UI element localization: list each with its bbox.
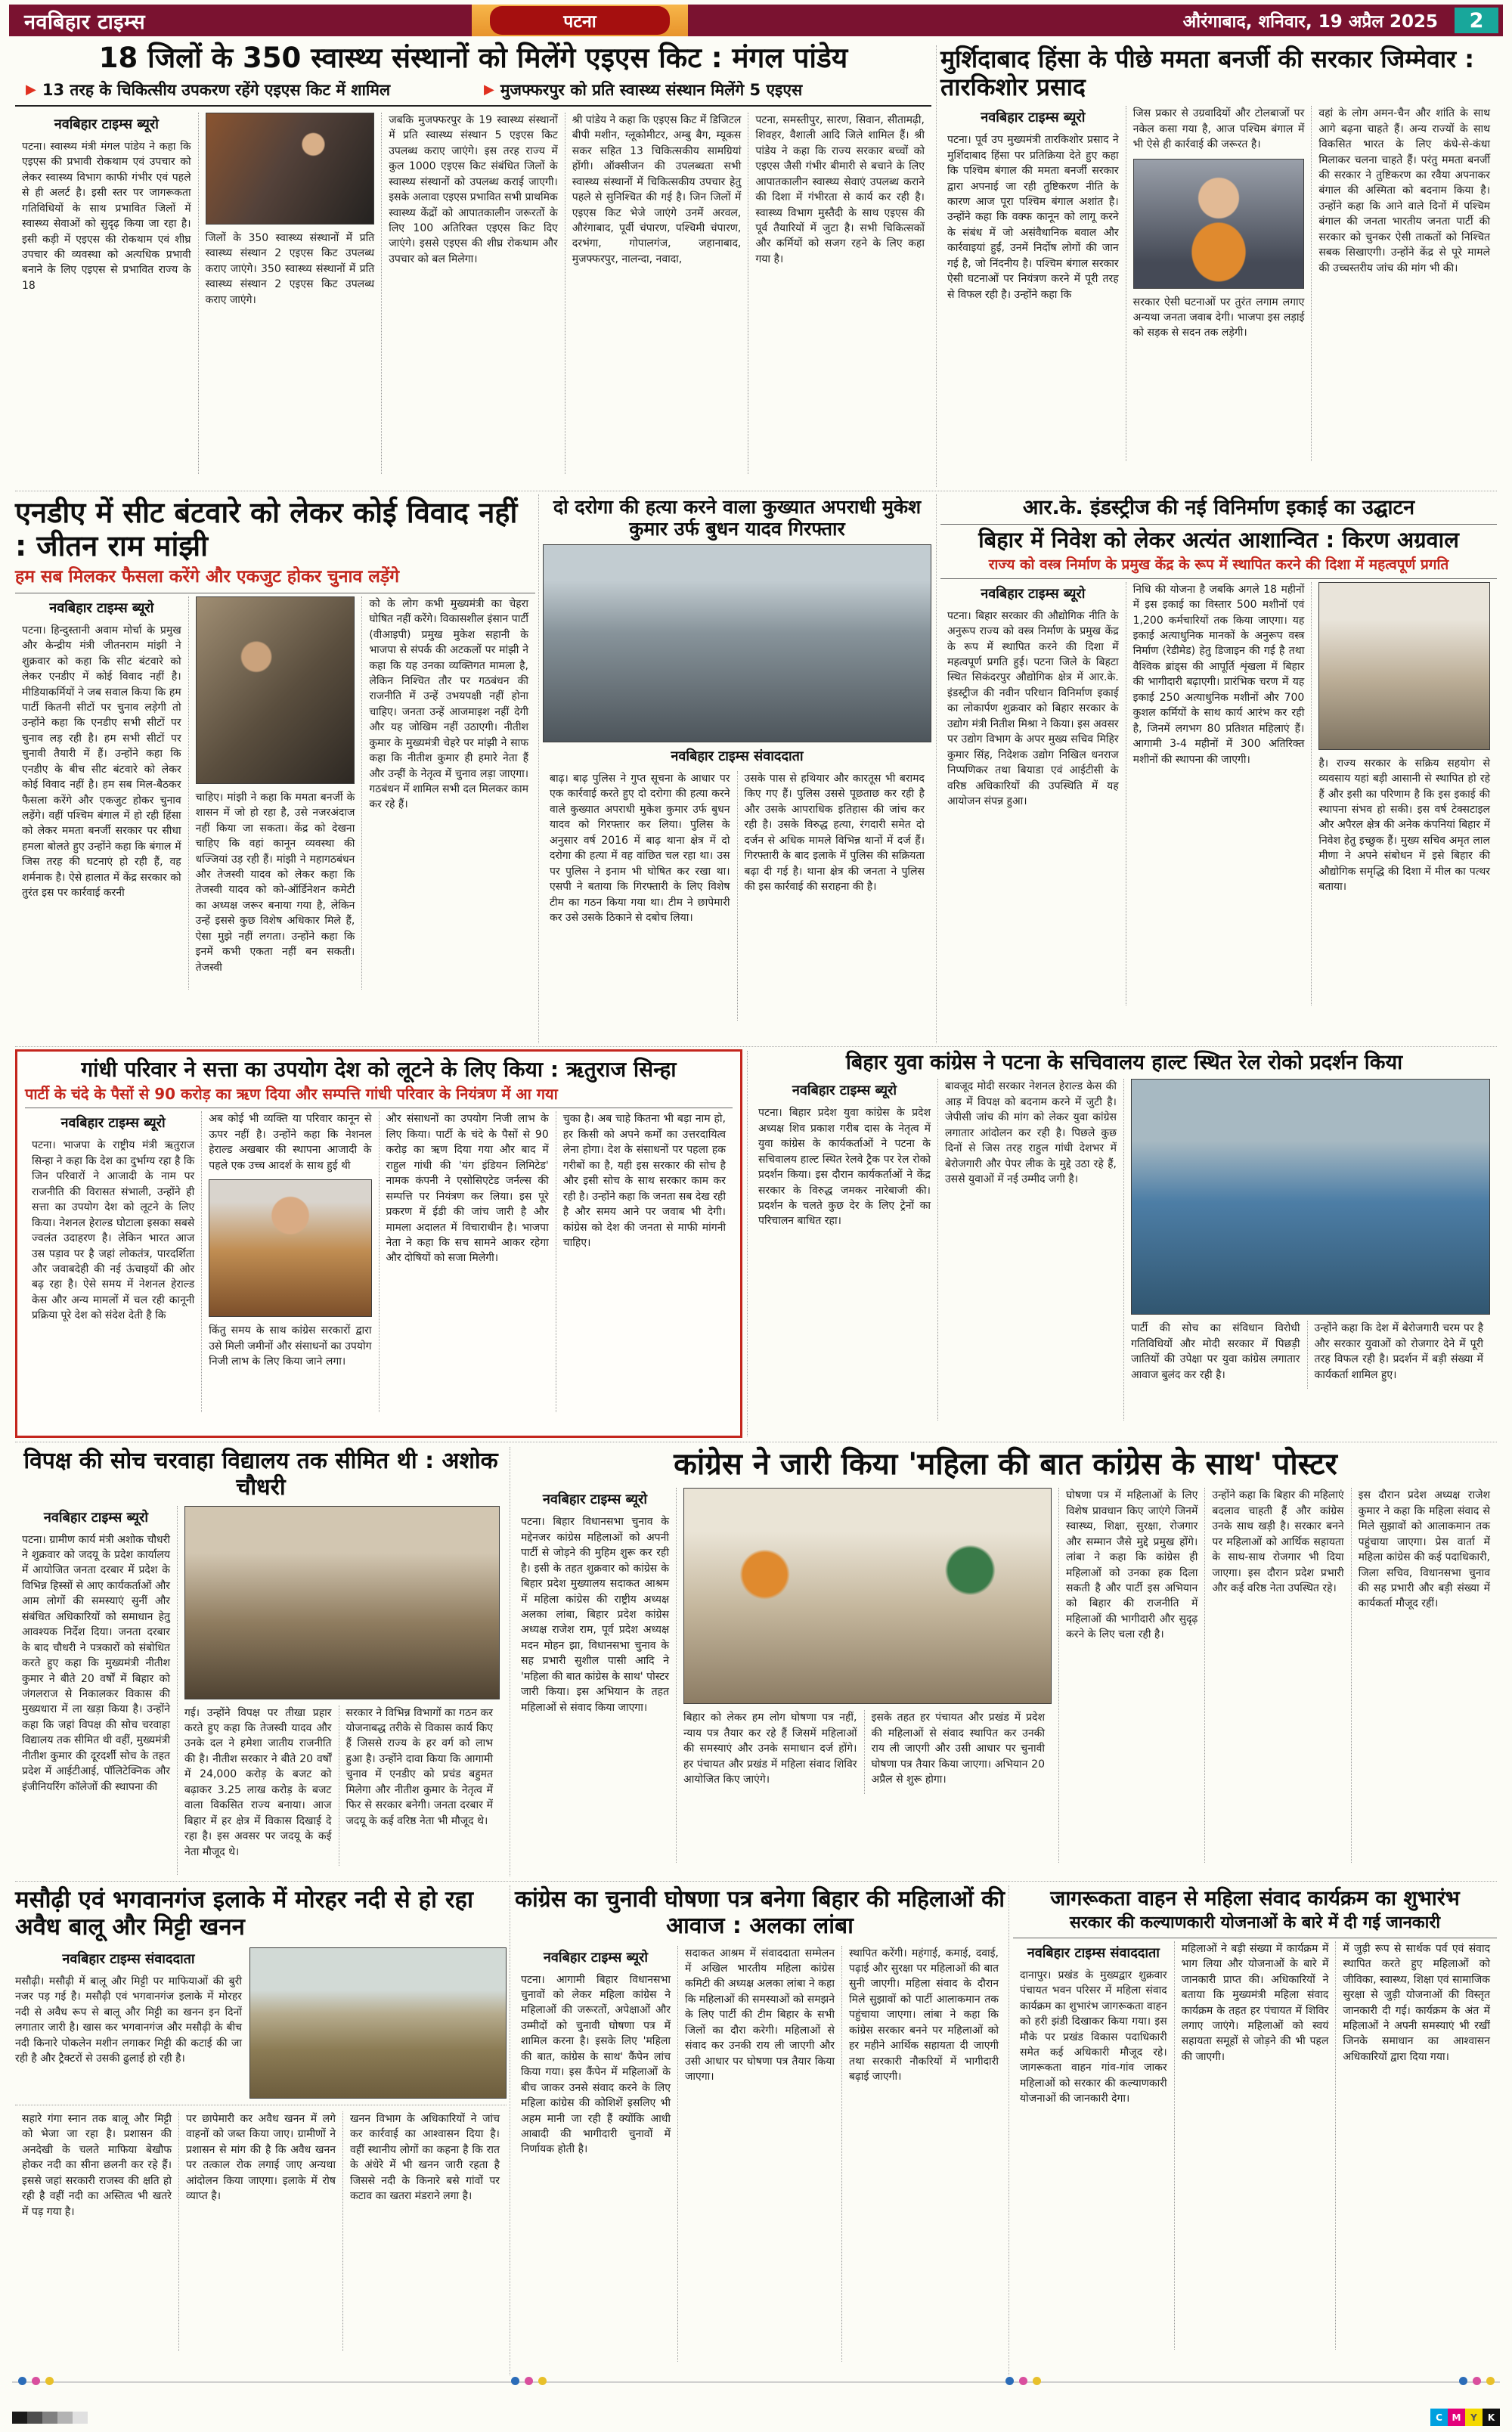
headline: दो दरोगा की हत्या करने वाला कुख्यात अपराधी मुकेश कुमार उर्फ बुधन यादव गिरफ्तार [553,496,922,540]
registration-dots [1459,2377,1495,2385]
article-columns [15,1506,507,1875]
photo-jitan-ram-manjhi [196,596,355,784]
byline: नवबिहार टाइम्स ब्यूरो [542,1492,648,1508]
byline: नवबिहार टाइम्स संवाददाता [62,1950,195,1967]
column [178,2111,342,2351]
subhead: राज्य को वस्त्र निर्माण के प्रमुख केंद्र के रूप में स्थापित करने की दिशा में महत्वपूर्ण प्रगति [988,556,1449,573]
body-text: सदाकत आश्रम में संवाददाता सम्मेलन में अखिल भारतीय महिला कांग्रेस कमिटी की अध्यक्ष अलका लांबा ने कहा कि महिलाओं की समस्याओं को समझने के लिए पार्टी की टीम बिहार के सभी जिलों का दौरा करेगी। महिलाओं से संवाद कर उनकी राय ली जाएगी और उसी आधार पर घोषणा पत्र तैयार किया जाएगा। [685,1947,835,2083]
column-photo-wrap [249,1947,507,2099]
column [565,113,748,474]
body-text: वहां के लोग अमन-चैन और शांति के साथ आगे बढ़ना चाहते हैं। अन्य राज्यों के साथ विकसित भारत के लिए कंधे-से-कंधा मिलाकर चलना चाहते हैं। परंतु ममता बनर्जी की सरकार ने तुष्टिकरण का रवैया अपनाकर बंगाल की अस्मिता को बदनाम किया है। उन्होंने कहा कि आने वाले दिनों में पश्चिम बंगाल की जनता भारतीय जनता पार्टी की सरकार को चुनकर ऐसी ताकतों को निश्चित सबक सिखाएगी। उन्होंने केंद्र से पूरे मामले की उच्चस्तरीय जांच की मांग भी की। [1318,107,1491,274]
lead-row [15,1947,507,2099]
column [15,1506,177,1875]
photo-tarkishore-prasad [1133,159,1305,289]
headline: 18 जिलों के 350 स्वास्थ्य संस्थानों को मिलेंगे एइएस किट : मंगल पांडेय [98,42,848,74]
column [737,771,932,1021]
column [1126,106,1312,461]
column [543,771,737,1021]
headline: मुर्शिदाबाद हिंसा के पीछे ममता बनर्जी की सरकार जिम्मेवार : तारकिशोर प्रसाद [940,45,1475,102]
column [15,596,188,990]
registration-dots [511,2377,547,2385]
column [342,2111,507,2351]
article-mahila-poster [514,1447,1497,1878]
body-text: इसके तहत हर पंचायत और प्रखंड में प्रदेश की महिलाओं से संवाद स्थापित कर उनकी राय ली जाएगी और उसी आधार पर चुनावी घोषणा पत्र तैयार किया जाएगा। अभियान 20 अप्रैल से शुरू होगा। [871,1712,1045,1786]
cmyk-magenta: M [1448,2409,1465,2426]
headline: कांग्रेस का चुनावी घोषणा पत्र बनेगा बिहार की महिलाओं की आवाज : अलका लांबा [515,1886,1005,1939]
sub-columns [1131,1321,1490,1389]
photo-river-mining [249,1947,507,2099]
body-text: जिस प्रकार से उग्रवादियों और टोलबाजों पर नकेल कसा गया है, आज पश्चिम बंगाल में भी ऐसे ही कार्रवाई की जरूरत है। [1132,107,1305,151]
photo-factory-inauguration [1318,582,1490,750]
body-text: घोषणा पत्र में महिलाओं के लिए विशेष प्रावधान किए जाएंगे जिनमें स्वास्थ्य, शिक्षा, सुरक्षा, रोजगार और सम्मान जैसे मुद्दे प्रमुख होंगे। लांबा ने कहा कि कांग्रेस ही महिलाओं को उनका हक दिला सकती है और पार्टी इस अभियान को बिहार की राजनीति में महिलाओं की भागीदारी और सुदृढ़ करने के लिए चला रही है। [1066,1489,1198,1641]
dot-yellow [1033,2377,1041,2385]
article-columns [940,582,1497,1005]
column [184,1705,339,1866]
dot-pink [1019,2377,1027,2385]
column-photo-wrap [1123,1079,1497,1420]
byline: नवबिहार टाइम्स ब्यूरो [54,116,159,132]
divider [538,494,539,1043]
body-text: अब कोई भी व्यक्ति या परिवार कानून से ऊपर नहीं है। उन्होंने कहा कि नेशनल हेराल्ड अखबार की स्थापना आजादी के पहले एक उच्च आदर्श के साथ हुई थी [209,1113,372,1172]
bullet-arrow-icon: ▶ [26,82,36,98]
dot-yellow [538,2377,547,2385]
column [683,1710,864,1793]
column [25,1111,201,1412]
body-text: पटना। बिहार सरकार की औद्योगिक नीति के अनुरूप राज्य को वस्त्र निर्माण के प्रमुख केंद्र के रूप में स्थापित करने की दिशा में महत्वपूर्ण प्रगति हुई। पटना जिले के बिहटा स्थित सिकंदरपुर औद्योगिक क्षेत्र में आर.के. इंडस्ट्रीज की नवीन परिधान विनिर्माण इकाई का लोकार्पण शुक्रवार को बिहार सरकार के उद्योग मंत्री नितीश मिश्रा ने किया। इस अवसर पर उद्योग विभाग के अपर मुख्य सचिव मिहिर कुमार सिंह, निदेशक उद्योग निखिल धनराज निप्पणिकर तथा बियाडा एवं आईटीसी के वरिष्ठ अधिकारियों की उपस्थिति में यह आयोजन संपन्न हुआ। [947,609,1119,807]
body-text: उन्होंने कहा कि बिहार की महिलाएं बदलाव चाहती हैं और कांग्रेस उनके साथ खड़ी है। सरकार बनने पर महिलाओं को आर्थिक सहायता के साथ-साथ रोजगार भी दिया जाएगा। इस दौरान प्रदेश प्रभारी और कई वरिष्ठ नेता उपस्थित रहे। [1212,1489,1344,1595]
column-photo-wrap [177,1506,507,1875]
column [201,1111,378,1412]
article-columns [751,1079,1497,1420]
registration-dots [18,2377,54,2385]
column [15,1947,242,2099]
byline: नवबिहार टाइम्स ब्यूरो [43,1509,149,1526]
photo-police-arrest [543,544,931,742]
divider [936,45,937,487]
column [198,113,382,474]
rule [940,524,1497,525]
body-text: चाहिए। मांझी ने कहा कि ममता बनर्जी के शासन में जो हो रहा है, उसे नजरअंदाज नहीं किया जा सकता। केंद्र को देखना चाहिए कि वहां कानून व्यवस्था की धज्जियां उड़ रही हैं। मांझी ने महागठबंधन और तेजस्वी यादव को लेकर कहा कि तेजस्वी यादव को को-ऑर्डिनेशन कमेटी का अध्यक्ष जरूर बनाया गया है, लेकिन उन्हें इससे कुछ विशेष अधिकार मिले हैं, ऐसा मुझे नहीं लगता। उन्होंने कहा कि इनमें कभी एकता नहीं बन सकती। तेजस्वी [195,791,355,974]
article-manjhi-nda [15,494,535,1043]
registration-dots [1005,2377,1041,2385]
body-text: पार्टी की सोच का संविधान विरोधी गतिविधियों और मोदी सरकार में पिछड़ी जातियों की उपेक्षा पर युवा कांग्रेस लगातार आवाज बुलंद कर रही है। [1131,1322,1300,1381]
column [940,106,1126,461]
masthead-center-band [472,5,688,36]
column [361,596,535,990]
column [748,113,931,474]
column [1174,1941,1336,2350]
subhead: सरकार की कल्याणकारी योजनाओं के बारे में दी गई जानकारी [1069,1913,1441,1933]
divider [936,494,937,1043]
column [514,1946,677,2362]
body-text: जबकि मुजफ्फरपुर के 19 स्वास्थ्य संस्थानों में प्रति स्वास्थ्य संस्थान 5 एइएस किट उपलब्ध कराए जाएंगे। इस तरह राज्य में कुल 1000 एइएस किट संबंधित जिलों के स्वास्थ्य संस्थानों को उपलब्ध कराई जाएगी। इसके अलावा एइएस प्रभावित सभी प्राथमिक स्वास्थ्य केंद्रों को आपातकालीन जरूरतों के लिए 100 अतिरिक्त एइएस किट दिए जाएंगे। इससे एइएस की शीघ्र रोकथाम और उपचार को बल मिलेगा। [389,113,558,265]
column [1126,582,1312,1005]
column [937,1079,1123,1420]
body-text: और संसाधनों का उपयोग निजी लाभ के लिए किया। पार्टी के चंदे के पैसों से 90 करोड़ का ऋण दिया गया और बाद में राहुल गांधी की 'यंग इंडियन लिमिटेड' नामक कंपनी ने एसोसिएटेड जर्नल्स की सम्पत्ति पर नियंत्रण कर लिया। इस पूरे प्रकरण में ईडी की जांच जारी है और मामला अदालत में विचाराधीन है। भाजपा नेता ने कहा कि सच सामने आकर रहेगा और दोषियों को सजा मिलेगी। [386,1113,549,1265]
photo-rail-roko-protest [1131,1079,1490,1315]
subhead: हम सब मिलकर फैसला करेंगे और एकजुट होकर चुनाव लड़ेंगे [15,567,400,587]
city-badge: पटना [490,6,670,35]
column [1311,106,1497,461]
bullet-item [473,79,931,101]
column [864,1710,1052,1793]
body-text: पटना। बिहार प्रदेश युवा कांग्रेस के प्रदेश अध्यक्ष शिव प्रकाश गरीब दास के नेतृत्व में युवा कांग्रेस के कार्यकर्ताओं ने पटना के सचिवालय हाल्ट स्थित रेलवे ट्रैक पर रेल रोको प्रदर्शन किया। इस दौरान कार्यकर्ताओं ने केंद्र सरकार के विरुद्ध जमकर नारेबाजी की। प्रदर्शन के चलते कुछ देर के लिए ट्रेनों का परिचालन बाधित रहा। [758,1107,931,1228]
body-text: सहारे गंगा स्नान तक बालू और मिट्टी को भेजा जा रहा है। प्रशासन की अनदेखी के चलते माफिया बेखौफ होकर नदी का सीना छलनी कर रहे हैं। इससे जहां सरकारी राजस्व की क्षति हो रही है वहीं नदी का अस्तित्व भी खतरे में पड़ गया है। [22,2112,172,2218]
byline: नवबिहार टाइम्स संवाददाता [1027,1944,1160,1961]
article-columns [940,106,1497,461]
dateline: औरंगाबाद, शनिवार, 19 अप्रैल 2025 [1182,12,1438,32]
byline: नवबिहार टाइम्स ब्यूरो [981,585,1086,602]
column-photo-wrap [676,1488,1058,1863]
article-gandhi-rituraj [15,1049,742,1438]
dot-yellow [1486,2377,1495,2385]
byline: नवबिहार टाइम्स ब्यूरो [543,1949,649,1966]
column [1013,1941,1174,2350]
body-text: पटना। पूर्व उप मुख्यमंत्री तारकिशोर प्रसाद ने मुर्शिदाबाद हिंसा पर प्रतिक्रिया देते हुए कहा कि पश्चिम बंगाल की ममता बनर्जी सरकार द्वारा अपनाई जा रही तुष्टिकरण नीति के कारण आज पूरा पश्चिम बंगाल अशांत है। उन्होंने कहा कि वक्फ कानून को लागू करने के संबंध में जो असंवैधानिक बवाल और कार्रवाइयां हुईं, उनमें निर्दोष लोगों की जान गई है, जो निंदनीय है। पश्चिम बंगाल सरकार ऐसी घटनाओं पर नियंत्रण करने में पूरी तरह से विफल रही है। उन्होंने कहा कि [947,134,1119,301]
body-text: पटना। ग्रामीण कार्य मंत्री अशोक चौधरी ने शुक्रवार को जदयू के प्रदेश कार्यालय में आयोजित जनता दरबार में प्रदेश के विभिन्न हिस्सों से आए कार्यकर्ताओं और आम लोगों की समस्याएं सुनीं और संबंधित अधिकारियों को समाधान हेतु आवश्यक निर्देश दिया। जनता दरबार के बाद चौधरी ने पत्रकारों को संबोधित करते हुए कहा कि मुख्यमंत्री नीतीश कुमार ने बीते 20 वर्षों में बिहार को जंगलराज से निकालकर विकास की मुख्यधारा में ला खड़ा किया है। उन्होंने कहा कि जहां विपक्ष की सोच चरवाहा विद्यालय तक सीमित थी वहीं, मुख्यमंत्री नीतीश कुमार की दूरदर्शी सोच के तहत प्रदेश में आईटीआई, पॉलिटेक्निक और इंजीनियरिंग कॉलेजों की स्थापना की [22,1533,170,1793]
body-text: उसके पास से हथियार और कारतूस भी बरामद किए गए हैं। पुलिस उससे पूछताछ कर रही है और उसके आपराधिक इतिहास की जांच कर रही है। उसके विरुद्ध हत्या, रंगदारी समेत दो दर्जन से अधिक मामले विभिन्न थानों में दर्ज हैं। गिरफ्तारी के बाद इलाके में पुलिस की सक्रियता बढ़ा दी गई है। थाना क्षेत्र की जनता ने पुलिस की इस कार्रवाई की सराहना की है। [744,773,925,894]
article-alka-manifesto [514,1885,1005,2375]
page-number: 2 [1455,8,1498,33]
divider [15,1881,1497,1882]
column [940,582,1126,1005]
column [1335,1941,1497,2350]
bullet-item [15,79,473,101]
headline: गांधी परिवार ने सत्ता का उपयोग देश को लूटने के लिए किया : ऋतुराज सिन्हा [81,1057,677,1082]
article-columns [15,113,931,474]
body-text: में जुड़ी रूप से सार्थक पर्व एवं संवाद स्थापित करते हुए महिलाओं को जीविका, स्वास्थ्य, शिक्षा एवं सामाजिक सुरक्षा से जुड़ी योजनाओं की विस्तृत जानकारी दी गई। कार्यक्रम के अंत में महिलाओं ने अपनी समस्याएं भी रखीं जिनके समाधान का आश्वासन अधिकारियों द्वारा दिया गया। [1343,1942,1491,2063]
photo-mangal-pandey [206,113,375,225]
column [1204,1488,1350,1863]
headline-rk-industries: आर.के. इंडस्ट्रीज की नई विनिर्माण इकाई का उद्घाटन [1022,496,1415,519]
column [514,1488,676,1863]
sub-columns [184,1705,500,1866]
body-text: किंतु समय के साथ कांग्रेस सरकारों द्वारा उसे मिली जमीनों और संसाधनों का उपयोग निजी लाभ के लिए किया जाने लगा। [209,1324,372,1368]
cmyk-color-bar [1430,2409,1500,2426]
bullet-text: मुजफ्फरपुर को प्रति स्वास्थ्य संस्थान मिलेंगे 5 एइएस [500,80,803,99]
byline: नवबिहार टाइम्स ब्यूरो [49,599,154,616]
body-text: गई। उन्होंने विपक्ष पर तीखा प्रहार करते हुए कहा कि तेजस्वी यादव और उनके दल ने हमेशा जातीय राजनीति की है। नीतीश सरकार ने बीते 20 वर्षों में 24,000 करोड़ के बजट को बढ़ाकर 3.25 लाख करोड़ के बजट वाला विकसित राज्य बनाया। आज बिहार में हर क्षेत्र में विकास दिखाई दे रहा है। इस अवसर पर जदयू के कई नेता मौजूद थे। [184,1706,332,1858]
bullet-text: 13 तरह के चिकित्सीय उपकरण रहेंगे एइएस किट में शामिल [42,80,391,99]
article-ashok-choudhary [15,1447,507,1878]
article-columns [25,1111,733,1412]
divider [747,1051,748,1436]
body-text: मसौढ़ी। मसौढ़ी में बालू और मिट्टी पर माफियाओं की बुरी नजर पड़ गई है। मसौढ़ी एवं भगवानगंज इलाके में मोरहर नदी से अवैध रूप से बालू और मिट्टी का खनन इन दिनों लगातार जारी है। खास कर भगवानगंज और मसौढ़ी के बीच नदी किनारे पोकलेन मशीन लगाकर मिट्टी की कटाई की जा रही है और ट्रैक्टरों से उसकी ढुलाई हो रही है। [15,1975,242,2065]
dot-blue [1005,2377,1014,2385]
article-aes-kits [15,42,931,488]
headline: बिहार युवा कांग्रेस ने पटना के सचिवालय हाल्ट स्थित रेल रोको प्रदर्शन किया [845,1051,1403,1074]
dot-yellow [45,2377,54,2385]
article-columns [543,771,931,1021]
dot-pink [1473,2377,1481,2385]
photo-poster-launch [683,1488,1052,1704]
column [1311,582,1497,1005]
body-text: पटना। भाजपा के राष्ट्रीय मंत्री ऋतुराज सिन्हा ने कहा कि देश का दुर्भाग्य रहा है कि जिन परिवारों ने आजादी के नाम पर राजनीति की विरासत संभाली, उन्होंने ही सत्ता का उपयोग देश को लूटने के लिए किया। नेशनल हेराल्ड घोटाला इसका सबसे ज्वलंत उदाहरण है। लेकिन भारत आज उस पड़ाव पर है जहां लोकतंत्र, पारदर्शिता और जवाबदेही की नई ऊंचाइयों की ओर बढ़ रहा है। ऐसे समय में नेशनल हेराल्ड केस और अन्य मामलों में चल रही कानूनी प्रक्रिया पूरे देश को संदेश देती है कि [32,1139,195,1322]
headline: मसौढ़ी एवं भगवानगंज इलाके में मोरहर नदी से हो रहा अवैध बालू और मिट्टी खनन [15,1886,473,1941]
dot-blue [18,2377,26,2385]
article-murshidabad [940,42,1497,488]
paper-name: नवबिहार टाइम्स [24,10,146,34]
cmyk-cyan: C [1430,2409,1448,2426]
byline: नवबिहार टाइम्स संवाददाता [671,748,804,764]
byline: नवबिहार टाइम्स ब्यूरो [60,1115,166,1132]
column [841,1946,1005,2362]
article-budhan-arrest [543,494,931,1043]
headline: बिहार में निवेश को लेकर अत्यंत आशान्वित : किरण अग्रवाल [978,527,1459,553]
body-text: पटना। स्वास्थ्य मंत्री मंगल पांडेय ने कहा कि एइएस की प्रभावी रोकथाम एवं उपचार को लेकर स्वास्थ्य विभाग काफी गंभीर एवं पहले से ही अलर्ट है। इसी स्तर पर जागरूकता गतिविधियों के साथ प्रभावित जिलों में स्वास्थ्य सेवाओं को सुदृढ़ किया जा रहा है। इसी कड़ी में एइएस की रोकथाम एवं शीघ्र उपचार की व्यवस्था को अत्यधिक प्रभावी बनाने के लिए एइएस से प्रभावित राज्य के 18 [22,140,191,292]
headline: एनडीए में सीट बंटवारे को लेकर कोई विवाद नहीं : जीतन राम मांझी [15,496,518,563]
byline: नवबिहार टाइम्स ब्यूरो [981,110,1086,126]
body-text: सरकार ने विभिन्न विभागों का गठन कर योजनाबद्ध तरीके से विकास कार्य किए हैं जिससे राज्य के हर वर्ग को लाभ हुआ है। उन्होंने दावा किया कि आगामी चुनाव में एनडीए को प्रचंड बहुमत मिलेगा और नीतीश कुमार के नेतृत्व में फिर से सरकार बनेगी। जनता दरबार में जदयू के कई वरिष्ठ नेता भी मौजूद थे। [345,1706,493,1827]
body-text: सरकार ऐसी घटनाओं पर तुरंत लगाम लगाए अन्यथा जनता जवाब देगी। भाजपा इस लड़ाई को सड़क से सदन तक लड़ेगी। [1132,296,1305,339]
dot-blue [511,2377,519,2385]
body-text: दानापुर। प्रखंड के मुख्यद्वार शुक्रवार पंचायत भवन परिसर में महिला संवाद कार्यक्रम का शुभारंभ जागरूकता वाहन को हरी झंडी दिखाकर किया गया। इस मौके पर प्रखंड विकास पदाधिकारी समेत कई अधिकारी मौजूद रहे। जागरूकता वाहन गांव-गांव जाकर महिलाओं को सरकार की कल्याणकारी योजनाओं की जानकारी देगा। [1020,1969,1167,2105]
article-masaurhi-mining [15,1885,507,2375]
article-columns [15,2105,507,2351]
article-rail-roko [751,1049,1497,1438]
column [1307,1321,1491,1389]
column [1351,1488,1497,1863]
photo-rituraj-sinha [209,1179,371,1317]
body-text: श्री पांडेय ने कहा कि एइएस किट में डिजिटल बीपी मशीन, ग्लूकोमीटर, अम्बु बैग, म्यूकस सकर सहित 13 चिकित्सकीय सामग्रियां होंगी। ऑक्सीजन की उपलब्धता सभी स्वास्थ्य संस्थानों में चिकित्सकीय उपचार हेतु पहले से सुनिश्चित की गई है। जिन जिलों में एइएस किट भेजे जाएंगे उनमें अरवल, औरंगाबाद, पूर्वी चंपारण, पश्चिमी चंपारण, दरभंगा, गोपालगंज, जहानाबाद, मुजफ्फरपुर, नालन्दा, नवादा, [572,113,742,265]
body-text: बिहार को लेकर हम लोग घोषणा पत्र नहीं, न्याय पत्र तैयार कर रहे हैं जिसमें महिलाओं की समस्याएं और उनके समाधान दर्ज होंगे। हर पंचायत और प्रखंड में महिला संवाद शिविर आयोजित किए जाएंगे। [683,1712,857,1786]
column [556,1111,733,1412]
column [381,113,565,474]
body-text: पटना, समस्तीपुर, सारण, सिवान, सीतामढ़ी, शिवहर, वैशाली आदि जिले शामिल हैं। श्री पांडेय ने कहा कि राज्य सरकार बच्चों को एइएस जैसी गंभीर बीमारी से बचाने के लिए आपातकालीन स्वास्थ्य सेवाएं उपलब्ध कराने की दिशा में गंभीरता से कार्य कर रही है। स्वास्थ्य विभाग मुस्तैदी के साथ एइएस की पूर्व तैयारियों में जुटा है। सभी चिकित्सकों और कर्मियों को सजग रहने के लिए कहा गया है। [755,113,925,265]
column [751,1079,937,1420]
divider [15,1046,1497,1047]
body-text: बाढ़। बाढ़ पुलिस ने गुप्त सूचना के आधार पर एक कार्रवाई करते हुए दो दरोगा की हत्या करने वाले कुख्यात अपराधी मुकेश कुमार उर्फ बुधन यादव को गिरफ्तार कर लिया। पुलिस के अनुसार वर्ष 2016 में बाढ़ थाना क्षेत्र में दो दरोगा की हत्या में वह वांछित चल रहा था। उस पर पुलिस ने इनाम भी घोषित कर रखा था। एसपी ने बताया कि गिरफ्तारी के लिए विशेष टीम का गठन किया गया था। टीम ने छापेमारी कर उसे उसके ठिकाने से दबोच लिया। [550,773,730,924]
article-columns [514,1488,1497,1863]
column [188,596,362,990]
body-text: है। राज्य सरकार के सक्रिय सहयोग से व्यवसाय यहां बड़ी आसानी से स्थापित हो रहे हैं और इसी का परिणाम है कि इस इकाई की स्थापना संभव हो सकी। इस वर्ष टेक्सटाइल और अपैरल क्षेत्र की अनेक कंपनियां बिहार में निवेश हेतु इच्छुक हैं। मुख्य सचिव अमृत लाल मीणा ने अपने संबोधन में इसे बिहार की औद्योगिक समृद्धि की दिशा में मील का पत्थर बताया। [1318,757,1491,894]
body-text: बावजूद मोदी सरकार नेशनल हेराल्ड केस की आड़ में विपक्ष को बदनाम करने में जुटी है। जेपीसी जांच की मांग को लेकर युवा कांग्रेस लगातार आंदोलन कर रही है। पिछले कुछ दिनों से जिस तरह राहुल गांधी देशभर में बेरोजगारी और पेपर लीक के मुद्दे उठा रहे हैं, उससे युवाओं में नई उम्मीद जगी है। [945,1080,1117,1185]
article-columns [15,596,535,990]
body-text: चुका है। अब चाहे कितना भी बड़ा नाम हो, हर किसी को अपने कर्मों का उत्तरदायित्व लेना होगा। देश के संसाधनों पर पहला हक गरीबों का है, यही इस सरकार की सोच है और इसी सोच के साथ सरकार काम कर रही है। उन्होंने कहा कि जनता सब देख रही है और समय आने पर जवाब भी देगी। कांग्रेस को देश की जनता से माफी मांगनी चाहिए। [562,1113,726,1249]
masthead [9,5,1503,36]
body-text: खनन विभाग के अधिकारियों ने जांच कर कार्रवाई का आश्वासन दिया है। वहीं स्थानीय लोगों का कहना है कि रात के अंधेरे में भी खनन जारी रहता है जिससे नदी के किनारे बसे गांवों पर कटाव का खतरा मंडराने लगा है। [350,2112,500,2203]
body-text: इस दौरान प्रदेश अध्यक्ष राजेश कुमार ने कहा कि महिला संवाद से मिले सुझावों को आलाकमान तक पहुंचाया जाएगा। प्रेस वार्ता में महिला कांग्रेस की कई पदाधिकारी, जिला सचिव, विधानसभा चुनाव की सह प्रभारी और बड़ी संख्या में कार्यकर्ता मौजूद रहीं। [1358,1489,1490,1610]
headline: जागरूकता वाहन से महिला संवाद कार्यक्रम का शुभारंभ [1050,1887,1460,1910]
column [1131,1321,1307,1389]
column [379,1111,556,1412]
body-text: महिलाओं ने बड़ी संख्या में कार्यक्रम में भाग लिया और योजनाओं के बारे में जानकारी प्राप्त की। अधिकारियों ने बताया कि मुख्यमंत्री महिला संवाद कार्यक्रम के तहत हर पंचायत में शिविर लगाए जाएंगे। महिलाओं को स्वयं सहायता समूहों से जोड़ने की भी पहल की जाएगी। [1181,1942,1329,2063]
byline: नवबिहार टाइम्स ब्यूरो [792,1083,897,1099]
cmyk-yellow: Y [1465,2409,1483,2426]
rule [940,578,1497,579]
dot-pink [32,2377,40,2385]
article-jagrukta-vahan [1013,1885,1497,2375]
body-text: पटना। हिन्दुस्तानी अवाम मोर्चा के प्रमुख और केन्द्रीय मंत्री जीतनराम मांझी ने शुक्रवार को कहा कि सीट बंटवारे को लेकर एनडीए में कोई विवाद नहीं है। मीडियाकर्मियों ने जब सवाल किया कि हम पार्टी कितनी सीटों पर चुनाव लड़ेगी तो उन्होंने कहा कि एनडीए सभी सीटों पर चुनाव लड़ रही है। हम सभी सीटों पर चुनावी तैयारी में हैं। उन्होंने कहा कि एनडीए के बीच सीट बंटवारे को लेकर कोई विवाद नहीं है। हम सब मिल-बैठकर फैसला करेंगे और एकजुट होकर चुनाव लड़ेंगे। वहीं पश्चिम बंगाल में हो रही हिंसा को लेकर ममता बनर्जी सरकार पर सीधा हमला बोलते हुए उन्होंने कहा कि बंगाल में जिस तरह की घटनाएं हो रही हैं, वह शर्मनाक है। ऐसे हालात में केंद्र सरकार को तुरंत इस पर कार्रवाई करनी [22,624,181,900]
body-text: स्थापित करेंगी। महंगाई, कमाई, दवाई, पढ़ाई और सुरक्षा पर महिलाओं की बात सुनी जाएगी। महिला संवाद के दौरान मिले सुझावों को पार्टी आलाकमान तक पहुंचाया जाएगा। लांबा ने कहा कि कांग्रेस सरकार बनने पर महिलाओं को हर महीने आर्थिक सहायता दी जाएगी तथा सरकारी नौकरियों में भागीदारी बढ़ाई जाएगी। [849,1947,999,2083]
body-text: पटना। आगामी बिहार विधानसभा चुनावों को लेकर महिला कांग्रेस ने महिलाओं की जरूरतों, अपेक्षाओं और उम्मीदों को चुनावी घोषणा पत्र में शामिल करना है। इसके लिए 'महिला की बात, कांग्रेस के साथ' कैंपेन लांच किया गया। इस कैंपेन में महिलाओं के बीच जाकर उनसे संवाद करने के लिए महिला कांग्रेस की कोशिशें इसलिए भी अहम मानी जा रही हैं क्योंकि आधी आबादी की भागीदारी चुनावों में निर्णायक होती है। [521,1973,671,2156]
column [15,113,198,474]
dot-pink [525,2377,533,2385]
cmyk-black: K [1483,2409,1500,2426]
dot-blue [1459,2377,1467,2385]
article-columns [1013,1941,1497,2350]
subhead-bullets [15,79,931,107]
grayscale-strip [12,2412,88,2424]
subhead: पार्टी के चंदे के पैसों से 90 करोड़ का ऋण दिया और सम्पत्ति गांधी परिवार के नियंत्रण में आ गया [25,1085,558,1104]
footer-rule [12,2381,1500,2383]
body-text: को के लोग कभी मुख्यमंत्री का चेहरा घोषित नहीं करेंगे। विकासशील इंसान पार्टी (वीआइपी) प्रमुख मुकेश सहानी के भाजपा से संपर्क की अटकलों पर मांझी ने कहा कि यह उनका व्यक्तिगत मामला है, लेकिन निश्चित तौर पर गठबंधन की राजनीति में उन्हें उभयपक्षी नहीं होना चाहिए। जनता उन्हें आजमाइश नहीं देगी और यह जोखिम नहीं उठाएगी। नीतीश कुमार के मुख्यमंत्री चेहरे पर मांझी ने साफ कहा कि नीतीश कुमार ही हमारे नेता हैं और उन्हीं के नेतृत्व में चुनाव लड़ा जाएगा। गठबंधन में शामिल सभी दल मिलकर काम कर रहे हैं। [369,597,529,811]
body-text: पटना। बिहार विधानसभा चुनाव के मद्देनजर कांग्रेस महिलाओं को अपनी पार्टी से जोड़ने की मुहिम शुरू कर रही है। इसी के तहत शुक्रवार को कांग्रेस के बिहार प्रदेश मुख्यालय सदाकत आश्रम में महिला कांग्रेस की राष्ट्रीय अध्यक्ष अलका लांबा, बिहार प्रदेश कांग्रेस अध्यक्ष राजेश राम, पूर्व प्रदेश अध्यक्ष मदन मोहन झा, विधानसभा चुनाव के सह प्रभारी सुशील पासी आदि ने 'महिला की बात कांग्रेस के साथ' पोस्टर जारी किया। इस अभियान के तहत महिलाओं से संवाद किया जाएगा। [521,1516,669,1714]
headline: कांग्रेस ने जारी किया 'महिला की बात कांग्रेस के साथ' पोस्टर [674,1447,1337,1482]
body-text: पर छापेमारी कर अवैध खनन में लगे वाहनों को जब्त किया जाए। ग्रामीणों ने प्रशासन से मांग की है कि अवैध खनन पर तत्काल रोक लगाई जाए अन्यथा आंदोलन किया जाएगा। इलाके में रोष व्याप्त है। [186,2112,336,2203]
body-text: जिलों के 350 स्वास्थ्य संस्थानों में प्रति स्वास्थ्य संस्थान 2 एइएस किट उपलब्ध कराए जाएंगे। 350 स्वास्थ्य संस्थानों में प्रति स्वास्थ्य संस्थान 2 एइएस किट उपलब्ध कराए जाएंगे। [205,231,375,306]
bullet-arrow-icon: ▶ [484,82,494,98]
column [1058,1488,1204,1863]
column [339,1705,500,1866]
article-rk-kiran [940,494,1497,1043]
article-columns [514,1946,1005,2362]
body-text: उन्होंने कहा कि देश में बेरोजगारी चरम पर है और सरकार युवाओं को रोजगार देने में पूरी तरह विफल रही है। प्रदर्शन में बड़ी संख्या में कार्यकर्ता शामिल हुए। [1314,1322,1483,1381]
body-text: निधि की योजना है जबकि अगले 18 महीनों में इस इकाई का विस्तार 500 मशीनों एवं 1,200 कर्मचारियों तक किया जाएगा। यह इकाई अत्याधुनिक मानकों के अनुरूप वस्त्र निर्माण (रेडीमेड) हेतु डिजाइन की गई है तथा वैश्विक ब्रांड्स की आपूर्ति शृंखला में बिहार की भागीदारी बढ़ाएगी। प्रारंभिक चरण में यह इकाई 250 अत्याधुनिक मशीनों और 700 कुशल कर्मियों के साथ कार्य आरंभ कर रही है, जिनमें लगभग 80 प्रतिशत महिलाएं हैं। आगामी 3-4 महीनों में 300 अतिरिक्त मशीनों की स्थापना की जाएगी। [1132,583,1305,766]
column [677,1946,841,2362]
sub-columns [683,1710,1052,1793]
column [15,2111,178,2351]
photo-janta-darbar [184,1506,500,1699]
headline: विपक्ष की सोच चरवाहा विद्यालय तक सीमित थी : अशोक चौधरी [23,1448,498,1501]
